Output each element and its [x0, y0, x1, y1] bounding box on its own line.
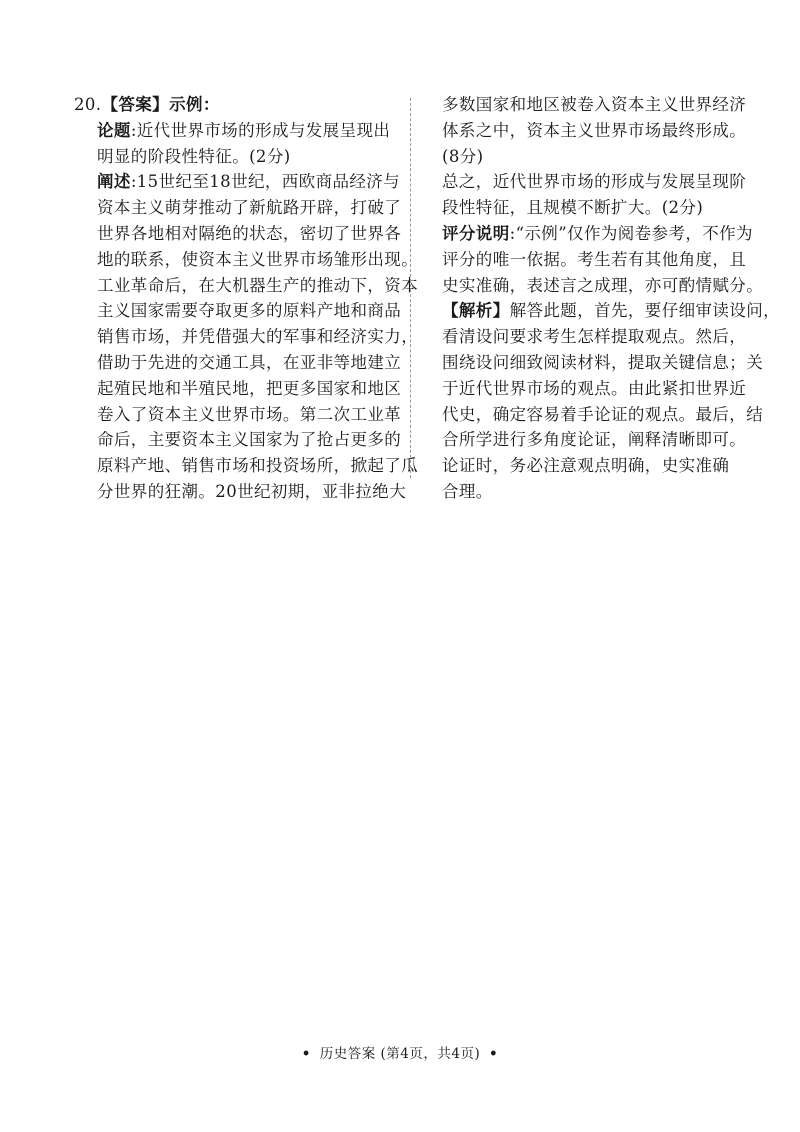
elaboration-label: 阐述	[97, 172, 131, 192]
answer-tag: 【答案】	[101, 95, 170, 114]
elaboration-score: (8分)	[442, 146, 484, 166]
elaboration-line: 资本主义萌芽推动了新航路开辟，打破了	[97, 198, 402, 218]
scoring-line: 史实准确，表述言之成理，亦可酌情赋分。	[442, 275, 764, 295]
analysis-block	[442, 298, 781, 504]
thesis-block	[74, 118, 400, 170]
example-label: 示例：	[169, 95, 220, 114]
elaboration-line: 工业革命后，在大机器生产的推动下，资本	[97, 275, 419, 295]
elaboration-line: 命后，主要资本主义国家为了抢占更多的	[97, 430, 402, 450]
elaboration-line: 起殖民地和半殖民地，把更多国家和地区	[97, 378, 402, 398]
scoring-line: :“示例”仅作为阅卷参考，不作为	[509, 223, 753, 243]
scoring-block	[442, 221, 764, 298]
conclusion-line: 段性特征，且规模不断扩大。(2分)	[442, 198, 704, 218]
elaboration-line: 分世界的狂潮。20世纪初期，亚非拉绝大	[97, 481, 407, 501]
elaboration-line: 主义国家需要夺取更多的原料产地和商品	[97, 301, 402, 321]
analysis-line: 于近代世界市场的观点。由此紧扣世界近	[442, 378, 747, 398]
conclusion-block	[442, 169, 747, 221]
analysis-line: 看清设问要求考生怎样提取观点。然后，	[442, 327, 747, 347]
elaboration-line: 借助于先进的交通工具，在亚非等地建立	[97, 352, 402, 372]
analysis-line: 解答此题，首先，要仔细审读设问，	[509, 301, 781, 321]
thesis-label: 论题	[97, 120, 131, 140]
thesis-line: 明显的阶段性特征。(2分)	[97, 146, 291, 166]
elaboration-line: 原料产地、销售市场和投资场所，掀起了瓜	[97, 456, 419, 476]
footer-bullet: •	[489, 1046, 499, 1062]
analysis-line: 代史，确定容易着手论证的观点。最后，结	[442, 404, 764, 424]
conclusion-line: 总之，近代世界市场的形成与发展呈现阶	[442, 172, 747, 192]
analysis-line: 合理。	[442, 481, 493, 501]
elaboration-continued	[442, 92, 747, 169]
elaboration-line: 体系之中，资本主义世界市场最终形成。	[442, 120, 747, 140]
footer-page-info: (第4页，共4页)	[380, 1046, 481, 1062]
left-column	[74, 92, 419, 505]
elaboration-block	[74, 169, 419, 504]
column-divider	[410, 98, 411, 478]
elaboration-line: 地的联系，使资本主义世界市场雏形出现。	[97, 249, 419, 269]
thesis-line: :近代世界市场的形成与发展呈现出	[130, 120, 391, 140]
analysis-line: 围绕设问细致阅读材料，提取关键信息；关	[442, 352, 764, 372]
elaboration-line: 世界各地相对隔绝的状态，密切了世界各	[97, 223, 402, 243]
elaboration-line: 卷入了资本主义世界市场。第二次工业革	[97, 404, 402, 424]
scoring-label: 评分说明	[442, 223, 510, 243]
footer-bullet: •	[301, 1046, 311, 1062]
question-header	[74, 92, 400, 118]
footer-subject: 历史答案	[319, 1046, 376, 1062]
elaboration-line: :15世纪至18世纪，西欧商品经济与	[130, 172, 401, 192]
analysis-label: 【解析】	[442, 301, 510, 321]
question-number: 20.	[74, 95, 102, 114]
elaboration-line: 销售市场，并凭借强大的军事和经济实力，	[97, 327, 419, 347]
scoring-line: 评分的唯一依据。考生若有其他角度，且	[442, 249, 747, 269]
analysis-line: 论证时，务必注意观点明确，史实准确	[442, 456, 730, 476]
page-footer	[0, 1042, 800, 1062]
analysis-line: 合所学进行多角度论证，阐释清晰即可。	[442, 430, 747, 450]
elaboration-line: 多数国家和地区被卷入资本主义世界经济	[442, 95, 747, 114]
right-column	[442, 92, 781, 505]
